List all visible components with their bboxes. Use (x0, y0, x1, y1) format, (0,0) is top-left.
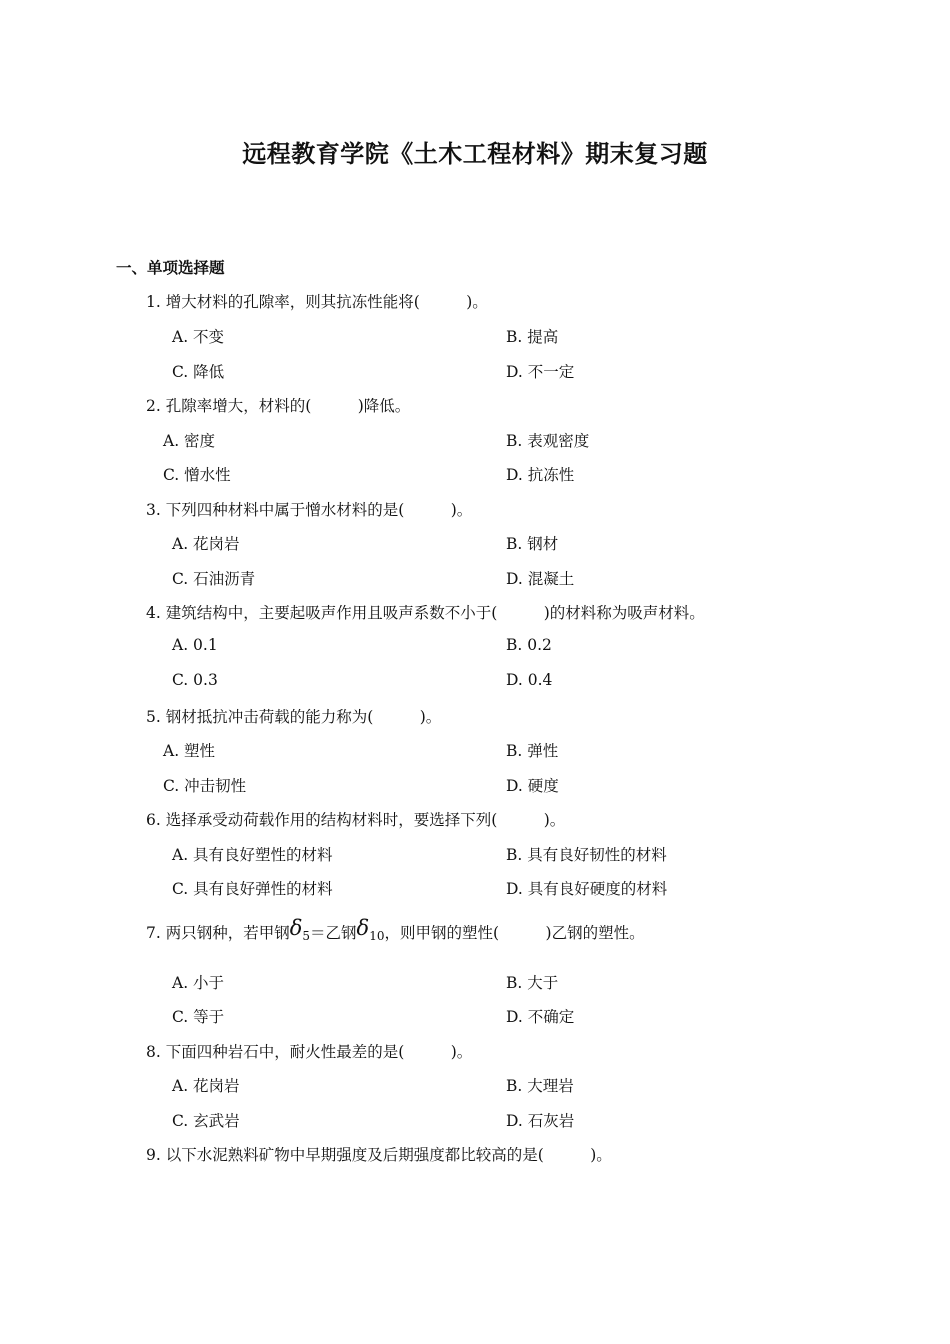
question-9: 9. 以下水泥熟料矿物中早期强度及后期强度都比较高的是( )。 (146, 1146, 612, 1164)
section-heading-single-choice: 一、单项选择题 (116, 259, 225, 277)
question-5-option-a: A. 塑性 (163, 742, 216, 760)
delta-subscript-10: 10 (369, 929, 385, 943)
question-7-text-part1: 7. 两只钢种，若甲钢 (146, 924, 290, 942)
question-6-option-b: B. 具有良好韧性的材料 (506, 846, 667, 864)
question-2-option-b: B. 表观密度 (506, 432, 590, 450)
question-2-option-c: C. 憎水性 (163, 466, 231, 484)
question-7-text-part2: ＝乙钢 (310, 924, 357, 942)
question-1-option-c: C. 降低 (172, 363, 225, 381)
question-8-option-d: D. 石灰岩 (506, 1112, 575, 1130)
question-8-option-c: C. 玄武岩 (172, 1112, 240, 1130)
question-4-option-c: C. 0.3 (172, 671, 218, 689)
question-7-option-b: B. 大于 (506, 974, 559, 992)
question-4-option-d: D. 0.4 (506, 671, 553, 689)
question-4-option-b: B. 0.2 (506, 636, 552, 654)
question-8-option-a: A. 花岗岩 (172, 1077, 240, 1095)
question-8-option-b: B. 大理岩 (506, 1077, 574, 1095)
question-7-text-part3: ，则甲钢的塑性( )乙钢的塑性。 (384, 924, 645, 942)
delta-symbol: δ (289, 916, 303, 940)
question-6-option-a: A. 具有良好塑性的材料 (172, 846, 333, 864)
question-3-option-c: C. 石油沥青 (172, 570, 256, 588)
question-7-option-a: A. 小于 (172, 974, 225, 992)
question-6-option-c: C. 具有良好弹性的材料 (172, 880, 333, 898)
question-5-option-b: B. 弹性 (506, 742, 559, 760)
question-2-option-a: A. 密度 (163, 432, 216, 450)
question-3-option-a: A. 花岗岩 (172, 535, 240, 553)
question-5-option-c: C. 冲击韧性 (163, 777, 247, 795)
question-1-option-b: B. 提高 (506, 328, 559, 346)
question-6: 6. 选择承受动荷载作用的结构材料时，要选择下列( )。 (146, 811, 566, 829)
question-2-option-d: D. 抗冻性 (506, 466, 575, 484)
question-7-option-d: D. 不确定 (506, 1008, 575, 1026)
question-8: 8. 下面四种岩石中，耐火性最差的是( )。 (146, 1043, 473, 1061)
question-2: 2. 孔隙率增大，材料的( )降低。 (146, 397, 411, 415)
question-5: 5. 钢材抵抗冲击荷载的能力称为( )。 (146, 708, 442, 726)
question-4-option-a: A. 0.1 (172, 636, 218, 654)
delta-symbol: δ (356, 916, 370, 940)
question-5-option-d: D. 硬度 (506, 777, 559, 795)
question-3: 3. 下列四种材料中属于憎水材料的是( )。 (146, 501, 473, 519)
question-1-option-a: A. 不变 (172, 328, 225, 346)
question-1-option-d: D. 不一定 (506, 363, 575, 381)
question-6-option-d: D. 具有良好硬度的材料 (506, 880, 668, 898)
delta-subscript-5: 5 (302, 929, 311, 943)
question-7 (146, 916, 645, 943)
question-7-option-c: C. 等于 (172, 1008, 225, 1026)
question-3-option-b: B. 钢材 (506, 535, 559, 553)
question-1: 1. 增大材料的孔隙率，则其抗冻性能将( )。 (146, 293, 488, 311)
question-3-option-d: D. 混凝土 (506, 570, 575, 588)
document-title: 远程教育学院《土木工程材料》期末复习题 (242, 140, 708, 168)
question-4: 4. 建筑结构中，主要起吸声作用且吸声系数不小于( )的材料称为吸声材料。 (146, 604, 705, 622)
